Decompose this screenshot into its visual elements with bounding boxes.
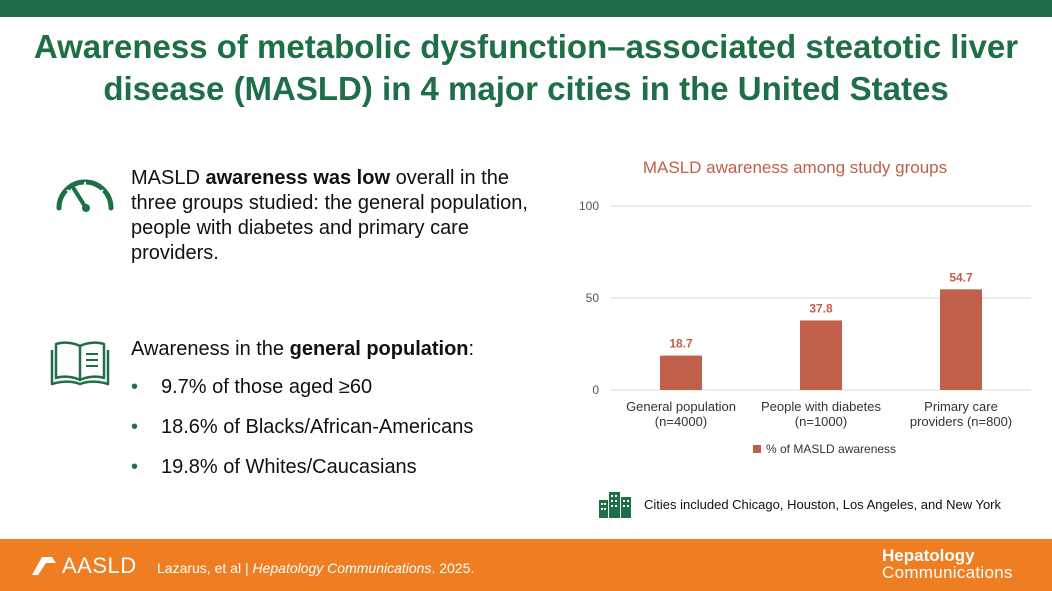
- x-tick-label: providers (n=800): [909, 414, 1013, 429]
- bullet-text: 19.8% of Whites/Caucasians: [161, 456, 417, 478]
- gauge-icon: [53, 168, 117, 214]
- bullet-item: [131, 374, 473, 414]
- x-tick-label: People with diabetes: [761, 399, 881, 414]
- citation-journal: Hepatology Communications: [252, 560, 432, 576]
- finding2-bold: general population: [289, 338, 469, 360]
- x-tick-label: General population: [626, 399, 736, 414]
- finding-general-population: [131, 337, 551, 362]
- bullet-item: [131, 414, 473, 454]
- finding1-text-a: MASLD: [131, 167, 206, 189]
- bar: [940, 289, 982, 390]
- finding2-text-a: Awareness in the: [131, 338, 290, 360]
- aasld-logo-mark-icon: [30, 555, 58, 577]
- journal-line1: Hepatology: [882, 546, 975, 565]
- bullet-dot: •: [131, 376, 139, 398]
- city-buildings-icon: [598, 490, 632, 518]
- finding-low-awareness: [131, 166, 551, 266]
- citation-author: Lazarus, et al |: [157, 560, 253, 576]
- aasld-logo-text: AASLD: [62, 553, 137, 578]
- legend-label: % of MASLD awareness: [766, 442, 897, 456]
- chart-title: MASLD awareness among study groups: [642, 158, 948, 177]
- y-tick-label: 100: [578, 199, 599, 213]
- bullet-dot: •: [131, 456, 139, 478]
- book-icon: [50, 338, 110, 388]
- journal-logo: [882, 547, 1013, 581]
- awareness-bar-chart: [565, 150, 1035, 480]
- journal-line2: Communications: [882, 563, 1013, 582]
- bar: [660, 356, 702, 390]
- data-label: 37.8: [809, 301, 833, 316]
- top-accent-bar: [0, 0, 1052, 17]
- bar: [800, 320, 842, 390]
- y-tick-label: 50: [585, 291, 599, 305]
- bullet-text: 18.6% of Blacks/African-Americans: [161, 416, 474, 438]
- x-tick-label: (n=1000): [794, 414, 848, 429]
- slide-title: Awareness of metabolic dysfunction–associated steatotic liver disease (MASLD) in 4 major cities in the United States: [33, 28, 1019, 107]
- cities-note: [598, 490, 1001, 518]
- data-label: 54.7: [949, 270, 973, 285]
- citation: [157, 560, 474, 576]
- finding1-bold: awareness was low: [205, 167, 391, 189]
- aasld-logo: [30, 553, 137, 579]
- bullet-text: 9.7% of those aged ≥60: [161, 376, 373, 398]
- citation-year: . 2025.: [431, 560, 475, 576]
- general-population-bullets: [131, 374, 473, 494]
- y-tick-label: 0: [592, 383, 599, 397]
- x-tick-label: Primary care: [924, 399, 998, 414]
- x-tick-label: (n=4000): [654, 414, 708, 429]
- finding2-text-b: :: [468, 338, 475, 360]
- cities-text: Cities included Chicago, Houston, Los Angeles, and New York: [644, 496, 1001, 512]
- data-label: 18.7: [669, 336, 693, 351]
- legend-swatch: [753, 445, 761, 453]
- bullet-dot: •: [131, 416, 139, 438]
- finding1-text-b: overall in the three groups studied: the general population, people with diabetes and primary care providers.: [131, 167, 528, 264]
- bullet-item: [131, 454, 473, 494]
